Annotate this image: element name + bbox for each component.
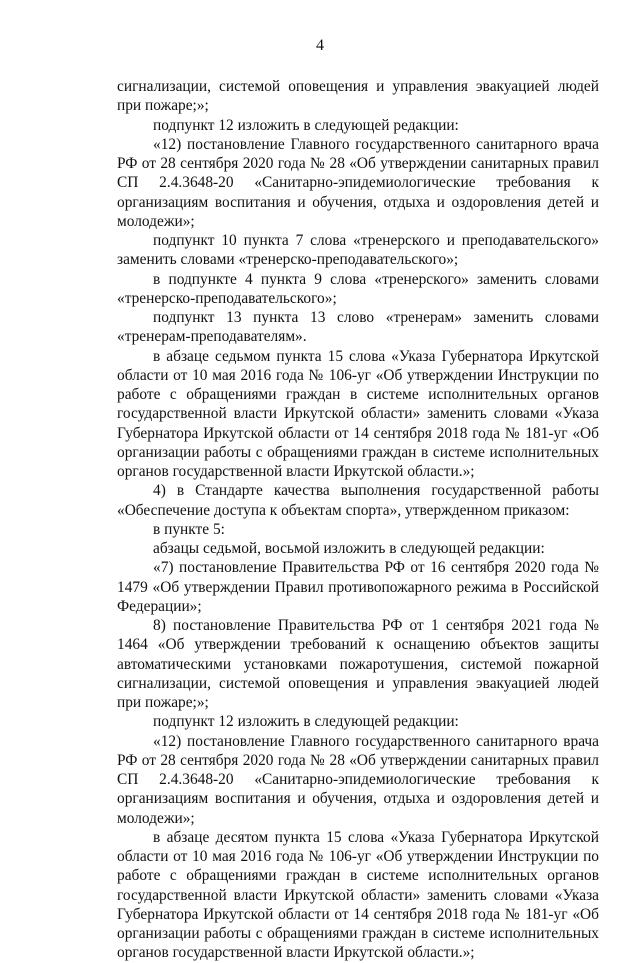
paragraph: подпункт 10 пункта 7 слова «тренерского и преподавательского» заменить словами «тренерско-преподавательского»; — [117, 232, 599, 269]
paragraph: в абзаце седьмом пункта 15 слова «Указа Губернатора Иркутской области от 10 мая 2016 года № 106-уг «Об утверждении Инструкции по работе с обращениями граждан в системе исполнительных органов государственной власти Иркутской области» заменить словами «Указа Губернатора Иркутской области от 14 сентября 2018 года № 181-уг «Об организации работы с обращениями граждан в системе исполнительных органов государственной власти Иркутской области.»; — [117, 347, 599, 480]
paragraph: «12) постановление Главного государственного санитарного врача РФ от 28 сентября 2020 года № 28 «Об утверждении санитарных правил СП 2.4.3648-20 «Санитарно-эпидемиологические требования к организациям воспитания и обучения, отдыха и оздоровления детей и молодежи»; — [117, 732, 599, 827]
paragraph: подпункт 13 пункта 13 слово «тренерам» заменить словами «тренерам-преподавателям». — [117, 309, 599, 346]
paragraph: абзацы седьмой, восьмой изложить в следующей редакции: — [153, 540, 545, 557]
document-body — [117, 77, 599, 963]
page-number: 4 — [316, 37, 324, 54]
paragraph: «7) постановление Правительства РФ от 16 сентября 2020 года № 1479 «Об утверждении Правил противопожарного режима в Российской Федерации»; — [117, 559, 599, 615]
paragraph: в абзаце десятом пункта 15 слова «Указа Губернатора Иркутской области от 10 мая 2016 года № 106-уг «Об утверждении Инструкции по работе с обращениями граждан в системе исполнительных органов государственной власти Иркутской области» заменить словами «Указа Губернатора Иркутской области от 14 сентября 2018 года № 181-уг «Об организации работы с обращениями граждан в системе исполнительных органов государственной власти Иркутской области.»; — [117, 828, 599, 962]
paragraph: 8) постановление Правительства РФ от 1 сентября 2021 года № 1464 «Об утверждении требований к оснащению объектов защиты автоматическими установками пожаротушения, системой пожарной сигнализации, системой оповещения и управления эвакуацией людей при пожаре;»; — [117, 617, 599, 711]
paragraph-continuation: сигнализации, системой оповещения и управления эвакуацией людей при пожаре;»; — [117, 78, 599, 115]
paragraph: в подпункте 4 пункта 9 слова «тренерского» заменить словами «тренерско-преподавательского»; — [117, 270, 599, 307]
paragraph: подпункт 12 изложить в следующей редакции: — [153, 116, 459, 134]
paragraph: 4) в Стандарте качества выполнения государственной работы «Обеспечение доступа к объектам спорта», утвержденном приказом: — [117, 482, 599, 519]
paragraph: подпункт 12 изложить в следующей редакции: — [153, 713, 459, 731]
paragraph: «12) постановление Главного государственного санитарного врача РФ от 28 сентября 2020 года № 28 «Об утверждении санитарных правил СП 2.4.3648-20 «Санитарно-эпидемиологические требования к организациям воспитания и обучения, отдыха и оздоровления детей и молодежи»; — [117, 135, 599, 230]
paragraph: в пункте 5: — [153, 520, 225, 538]
